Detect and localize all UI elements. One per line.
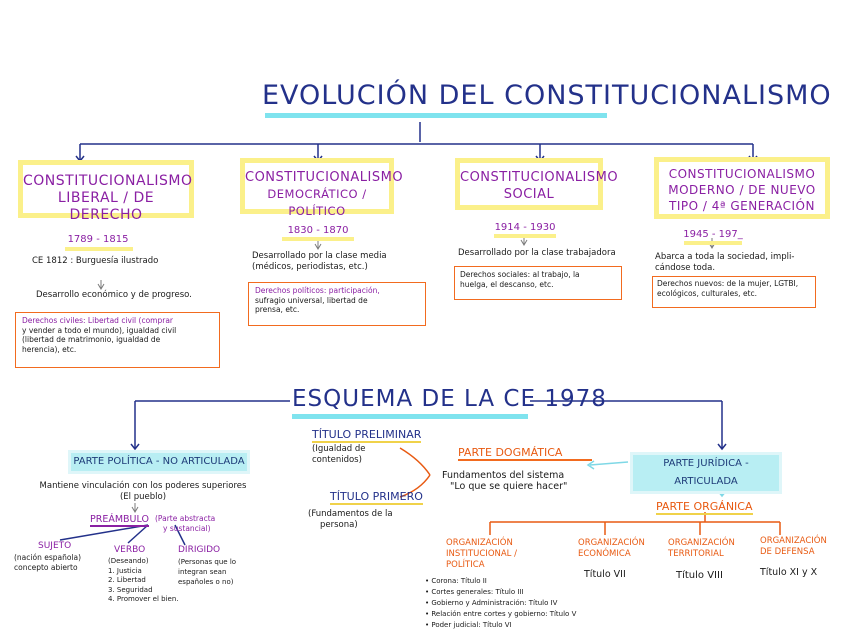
org-defensa-label: ORGANIZACIÓN DE DEFENSA [760,536,827,557]
social-desc: Desarrollado por la clase trabajadora [458,248,616,258]
social-date: 1914 - 1930 [494,222,556,233]
democratico-rights: Derechos políticos: participación, sufragio universal, libertad de prensa, etc. [255,286,380,314]
liberal-box: CONSTITUCIONALISMO LIBERAL / DE DERECHO [18,160,194,218]
moderno-rights: Derechos nuevos: de la mujer, LGTBI, ecológicos, culturales, etc. [657,279,799,298]
sujeto-label: SUJETO [38,541,72,551]
list-item: • Relación entre cortes y gobierno: Título V [425,610,577,618]
social-box: CONSTITUCIONALISMO SOCIAL [455,158,603,210]
org-economica-value: Título VII [584,569,626,580]
org-defensa-value: Título XI y X [760,567,818,578]
titulo-preliminar-label: TÍTULO PRELIMINAR [312,428,422,441]
liberal-date: 1789 - 1815 [67,234,129,245]
preambulo-label: PREÁMBULO [90,514,149,525]
title-underline [265,113,607,118]
list-item: • Gobierno y Administración: Título IV [425,599,558,607]
democratico-box: CONSTITUCIONALISMO DEMOCRÁTICO / POLÍTICO [240,158,394,214]
org-institucional-label: ORGANIZACIÓN INSTITUCIONAL / POLÍTICA [446,538,517,570]
moderno-box: CONSTITUCIONALISMO MODERNO / DE NUEVO TIPO / 4ª GENERACIÓN [654,157,830,219]
schema-title: ESQUEMA DE LA CE 1978 [292,386,607,412]
parte-juridica-box: PARTE JURÍDICA - ARTICULADA [630,452,782,494]
verbo-desc: (Deseando) 1. Justicia 2. Libertad 3. Seguridad 4. Promover el bien. [108,557,179,603]
titulo-preliminar-desc: (Igualdad de contenidos) [312,444,366,465]
parte-politica-desc: Mantiene vinculación con los poderes superiores (El pueblo) [39,481,247,502]
democratico-date: 1830 - 1870 [287,225,349,236]
social-rights: Derechos sociales: al trabajo, la huelga, el descanso, etc. [460,270,580,289]
org-institucional-list [425,576,576,631]
schema-title-underline [292,414,528,419]
social-date-underline [494,234,556,238]
list-item: • Corona: Título II [425,577,487,585]
verbo-label: VERBO [114,545,146,555]
page-title: EVOLUCIÓN DEL CONSTITUCIONALISMO [262,80,832,111]
titulo-primero-desc: (Fundamentos de la persona) [308,509,393,530]
moderno-date-underline [684,241,742,245]
parte-politica-box: PARTE POLÍTICA - NO ARTICULADA [68,450,250,474]
democratico-desc: Desarrollado por la clase media (médicos, periodistas, etc.) [252,251,387,272]
liberal-rights: Derechos civiles: Libertad civil (comprar y vender a todo el mundo), igualdad civil (libertad de matrimonio, igualdad de herencia), etc. [22,316,177,354]
liberal-line-2: Desarrollo económico y de progreso. [36,290,192,300]
parte-dogmatica-label: PARTE DOGMÁTICA [458,446,592,461]
moderno-date: 1945 - 197_ [683,229,743,240]
org-territorial-value: Título VIII [676,570,723,581]
liberal-line-1: CE 1812 : Burguesía ilustrado [32,256,159,266]
titulo-primero-label: TÍTULO PRIMERO [330,490,423,503]
sujeto-desc: (nación española) concepto abierto [14,553,82,572]
democratico-date-underline [282,237,354,241]
list-item: • Cortes generales: Título III [425,588,524,596]
dirigido-desc: (Personas que lo integran sean españoles o no) [178,558,237,586]
parte-organica-label: PARTE ORGÁNICA [656,500,753,513]
org-economica-label: ORGANIZACIÓN ECONÓMICA [578,538,645,559]
org-territorial-label: ORGANIZACIÓN TERRITORIAL [668,538,735,559]
dirigido-label: DIRIGIDO [178,545,221,555]
parte-dogmatica-desc: Fundamentos del sistema "Lo que se quiere hacer" [442,470,568,492]
preambulo-note: (Parte abstracta y sustancial) [155,514,216,533]
liberal-date-underline [65,247,133,251]
list-item: • Poder judicial: Título VI [425,621,512,629]
moderno-desc: Abarca a toda la sociedad, impli- cándose toda. [655,252,795,273]
